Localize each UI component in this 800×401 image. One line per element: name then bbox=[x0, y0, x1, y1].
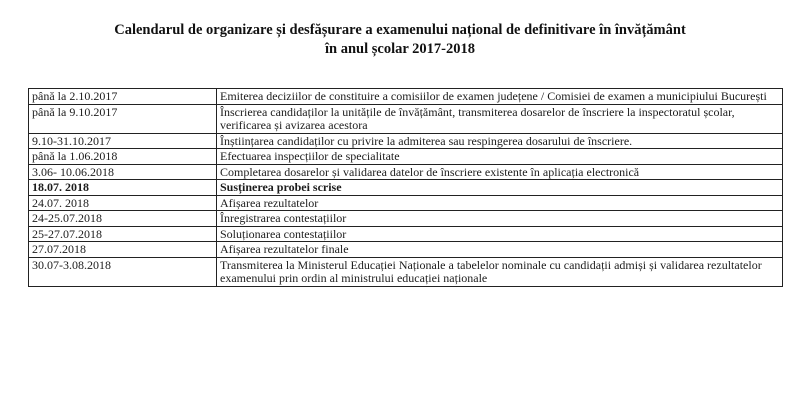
table-row bbox=[29, 257, 783, 286]
date-cell: până la 2.10.2017 bbox=[29, 89, 217, 105]
activity-cell: Înregistrarea contestațiilor bbox=[217, 211, 783, 227]
table-row bbox=[29, 242, 783, 258]
activity-cell: Completarea dosarelor și validarea datelor de înscriere existente în aplicația electronică bbox=[217, 164, 783, 180]
date-cell: 3.06- 10.06.2018 bbox=[29, 164, 217, 180]
activity-cell: Transmiterea la Ministerul Educației Naționale a tabelelor nominale cu candidații admiși și validarea rezultatelor examenului prin ordin al ministrului educației naționale bbox=[217, 257, 783, 286]
table-row bbox=[29, 164, 783, 180]
activity-cell: Soluționarea contestațiilor bbox=[217, 226, 783, 242]
date-cell: 9.10-31.10.2017 bbox=[29, 133, 217, 149]
date-cell: 18.07. 2018 bbox=[29, 180, 217, 196]
activity-cell: Susținerea probei scrise bbox=[217, 180, 783, 196]
date-cell: 25-27.07.2018 bbox=[29, 226, 217, 242]
table-row-highlighted bbox=[29, 180, 783, 196]
table-row bbox=[29, 133, 783, 149]
date-cell: 24-25.07.2018 bbox=[29, 211, 217, 227]
activity-cell: Înscrierea candidaților la unitățile de învățământ, transmiterea dosarelor de înscriere la inspectoratul școlar, verificarea și avizarea acestora bbox=[217, 104, 783, 133]
document-title: Calendarul de organizare și desfășurare a examenului național de definitivare în învățământ bbox=[114, 22, 686, 38]
date-cell: până la 9.10.2017 bbox=[29, 104, 217, 133]
date-cell: până la 1.06.2018 bbox=[29, 149, 217, 165]
table-row bbox=[29, 211, 783, 227]
activity-cell: Emiterea deciziilor de constituire a comisiilor de examen județene / Comisiei de examen a municipiului București bbox=[217, 89, 783, 105]
table-row bbox=[29, 226, 783, 242]
activity-cell: Afișarea rezultatelor bbox=[217, 195, 783, 211]
activity-cell: Efectuarea inspecțiilor de specialitate bbox=[217, 149, 783, 165]
date-cell: 24.07. 2018 bbox=[29, 195, 217, 211]
schedule-table bbox=[28, 88, 783, 287]
table-row bbox=[29, 104, 783, 133]
date-cell: 27.07.2018 bbox=[29, 242, 217, 258]
activity-cell: Afișarea rezultatelor finale bbox=[217, 242, 783, 258]
table-row bbox=[29, 89, 783, 105]
activity-cell: Înștiințarea candidaților cu privire la admiterea sau respingerea dosarului de înscriere. bbox=[217, 133, 783, 149]
table-row bbox=[29, 149, 783, 165]
document-subtitle: în anul școlar 2017-2018 bbox=[325, 41, 475, 57]
date-cell: 30.07-3.08.2018 bbox=[29, 257, 217, 286]
table-row bbox=[29, 195, 783, 211]
